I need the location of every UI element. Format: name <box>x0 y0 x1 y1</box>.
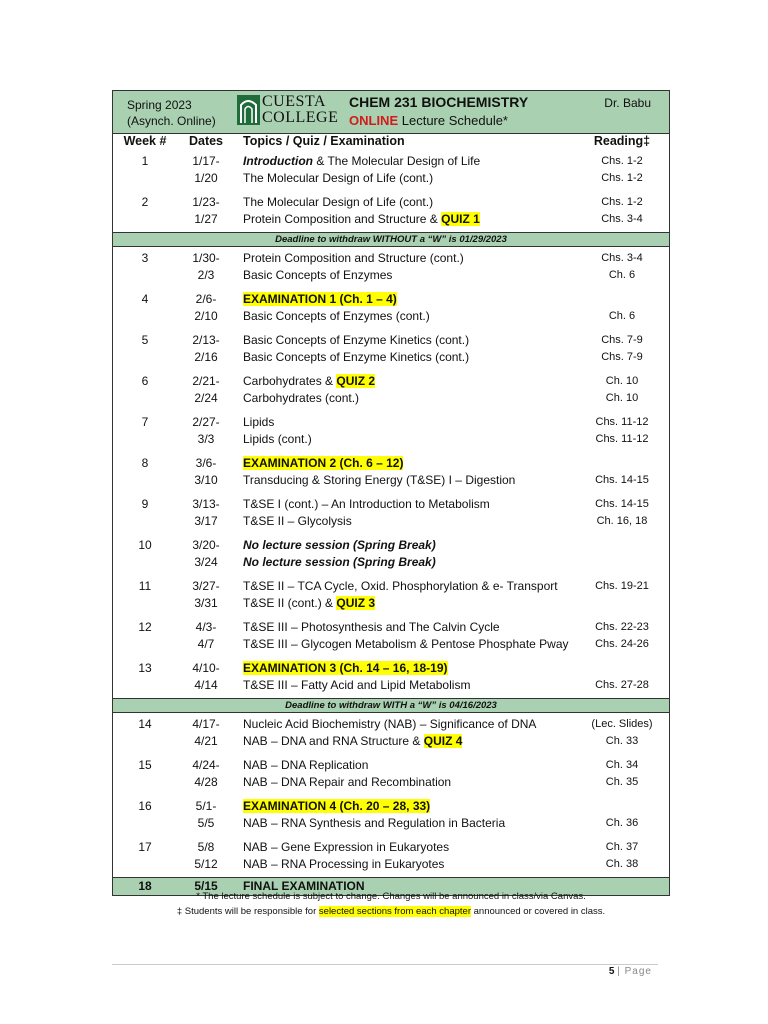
week-date: 3/20- <box>192 538 220 552</box>
topic-text: No lecture session (Spring Break) <box>243 538 436 552</box>
topic-text: Protein Composition and Structure (cont.) <box>243 251 464 265</box>
page-label: | Page <box>617 966 652 977</box>
week-reading: Ch. 38 <box>605 858 639 870</box>
week-row-line <box>113 578 669 595</box>
final-date: 5/15 <box>194 879 218 893</box>
week-number: 9 <box>141 497 149 511</box>
week-date: 2/6- <box>195 292 217 306</box>
col-dates: Dates <box>188 134 224 148</box>
topic-text: Lipids (cont.) <box>243 432 312 446</box>
week-topic <box>243 677 470 694</box>
online-label: ONLINE <box>349 113 399 128</box>
week-reading: Chs. 11-12 <box>595 416 649 428</box>
week-row-line <box>113 619 669 636</box>
week-number: 17 <box>138 840 152 854</box>
term-label <box>127 97 216 129</box>
term-name: Spring 2023 <box>127 98 192 112</box>
week-topic <box>243 349 469 366</box>
week-row <box>113 493 669 534</box>
week-row <box>113 191 669 232</box>
week-topic <box>243 856 444 873</box>
week-row-line <box>113 636 669 653</box>
week-topic <box>243 554 436 571</box>
week-date: 4/3- <box>195 620 217 634</box>
note-schedule-change: * The lecture schedule is subject to change. Changes will be announced in class/via Canvas. <box>196 891 586 902</box>
week-date: 2/16 <box>194 350 218 364</box>
rows-section-1 <box>113 150 669 232</box>
week-row-line <box>113 513 669 530</box>
week-topic <box>243 496 490 513</box>
week-topic <box>243 815 505 832</box>
topic-text: NAB – DNA and RNA Structure & <box>243 734 424 748</box>
week-topic <box>243 472 515 489</box>
week-row-line <box>113 291 669 308</box>
topic-highlight: QUIZ 1 <box>441 212 480 226</box>
week-date: 4/14 <box>194 678 218 692</box>
week-row-line <box>113 267 669 284</box>
page-number <box>609 966 652 977</box>
cuesta-college-logo <box>236 93 340 129</box>
week-reading: Ch. 36 <box>605 817 639 829</box>
week-topic <box>243 211 480 228</box>
week-topic <box>243 332 469 349</box>
schedule-label: Lecture Schedule* <box>401 113 508 128</box>
table-header <box>113 91 669 150</box>
topic-text: Basic Concepts of Enzymes <box>243 268 393 282</box>
week-row-line <box>113 595 669 612</box>
week-date: 3/13- <box>192 497 220 511</box>
week-row <box>113 836 669 877</box>
week-date: 3/10 <box>194 473 218 487</box>
footer-rule <box>112 964 658 965</box>
week-reading: Chs. 14-15 <box>595 498 649 510</box>
week-row-line <box>113 390 669 407</box>
week-row-line <box>113 455 669 472</box>
page-number-value: 5 <box>608 966 615 977</box>
week-reading: Ch. 6 <box>608 310 636 322</box>
topic-highlight: EXAMINATION 4 (Ch. 20 – 28, 33) <box>243 799 431 813</box>
final-week: 18 <box>138 879 152 893</box>
week-row-line <box>113 250 669 267</box>
week-date: 2/13- <box>192 333 220 347</box>
week-number: 7 <box>141 415 149 429</box>
week-number: 16 <box>138 799 152 813</box>
week-row <box>113 288 669 329</box>
week-topic <box>243 537 436 554</box>
topic-text: Lipids <box>243 415 275 429</box>
week-number: 3 <box>141 251 149 265</box>
week-reading: Chs. 1-2 <box>601 196 643 208</box>
topic-text: NAB – DNA Repair and Recombination <box>243 775 452 789</box>
week-topic <box>243 619 500 636</box>
week-row-line <box>113 537 669 554</box>
week-date: 1/17- <box>192 154 220 168</box>
week-row-line <box>113 798 669 815</box>
logo-text <box>262 94 338 126</box>
week-row-line <box>113 716 669 733</box>
week-date: 5/1- <box>195 799 217 813</box>
week-reading: Chs. 3-4 <box>601 252 643 264</box>
week-date: 3/6- <box>195 456 217 470</box>
week-row <box>113 150 669 191</box>
week-row-line <box>113 774 669 791</box>
week-number: 6 <box>141 374 149 388</box>
week-date: 3/24 <box>194 555 218 569</box>
week-topic <box>243 414 274 431</box>
week-date: 5/8 <box>197 840 215 854</box>
week-row-line <box>113 332 669 349</box>
week-reading: Ch. 6 <box>608 269 636 281</box>
topic-text: T&SE III – Fatty Acid and Lipid Metabolism <box>243 678 471 692</box>
topic-text: Transducing & Storing Energy (T&SE) I – Digestion <box>243 473 516 487</box>
week-topic <box>243 431 312 448</box>
week-topic <box>243 373 375 390</box>
week-date: 4/10- <box>192 661 220 675</box>
week-reading: Ch. 16, 18 <box>596 515 648 527</box>
note-reading-post: announced or covered in class. <box>471 906 606 917</box>
week-topic <box>243 798 430 815</box>
week-topic <box>243 194 433 211</box>
week-reading: Ch. 34 <box>605 759 639 771</box>
week-topic <box>243 595 375 612</box>
week-date: 2/10 <box>194 309 218 323</box>
footnotes <box>112 889 670 919</box>
col-topics: Topics / Quiz / Examination <box>243 134 405 148</box>
topic-highlight: EXAMINATION 2 (Ch. 6 – 12) <box>243 456 404 470</box>
week-reading: (Lec. Slides) <box>591 718 653 730</box>
logo-text-top: CUESTA <box>262 93 326 110</box>
withdraw-deadline-2: Deadline to withdraw WITH a “W” is 04/16/2023 <box>113 698 669 713</box>
topic-text: NAB – Gene Expression in Eukaryotes <box>243 840 450 854</box>
week-row-line <box>113 660 669 677</box>
week-reading: Ch. 10 <box>605 375 639 387</box>
week-number: 8 <box>141 456 149 470</box>
note-reading <box>112 904 670 919</box>
col-week: Week # <box>123 134 167 148</box>
week-row-line <box>113 856 669 873</box>
week-row <box>113 657 669 698</box>
topic-text: & The Molecular Design of Life <box>316 154 481 168</box>
week-topic <box>243 733 462 750</box>
week-row <box>113 616 669 657</box>
week-topic <box>243 660 448 677</box>
week-topic <box>243 636 569 653</box>
week-topic <box>243 839 449 856</box>
week-topic <box>243 291 397 308</box>
week-reading: Chs. 14-15 <box>595 474 649 486</box>
topic-text: Protein Composition and Structure & <box>243 212 442 226</box>
week-reading: Chs. 22-23 <box>595 621 649 633</box>
week-row <box>113 247 669 288</box>
week-reading: Chs. 1-2 <box>601 155 643 167</box>
schedule-subtitle <box>349 113 508 128</box>
week-number: 2 <box>141 195 149 209</box>
topic-text: T&SE II – Glycolysis <box>243 514 352 528</box>
week-row-line <box>113 153 669 170</box>
week-date: 1/23- <box>192 195 220 209</box>
week-date: 4/28 <box>194 775 218 789</box>
withdraw-deadline-1: Deadline to withdraw WITHOUT a “W” is 01/29/2023 <box>113 232 669 247</box>
week-topic <box>243 390 359 407</box>
week-reading: Chs. 7-9 <box>601 334 643 346</box>
week-topic <box>243 578 558 595</box>
week-topic <box>243 250 464 267</box>
week-row-line <box>113 757 669 774</box>
week-reading: Ch. 10 <box>605 392 639 404</box>
topic-text: T&SE I (cont.) – An Introduction to Metabolism <box>243 497 490 511</box>
topic-text: T&SE II (cont.) & <box>243 596 337 610</box>
week-row-line <box>113 554 669 571</box>
week-reading: Ch. 37 <box>605 841 639 853</box>
col-reading: Reading‡ <box>593 134 651 148</box>
week-reading: Chs. 11-12 <box>595 433 649 445</box>
week-row-line <box>113 211 669 228</box>
week-date: 3/3 <box>197 432 215 446</box>
week-reading: Ch. 35 <box>605 776 639 788</box>
week-row <box>113 411 669 452</box>
week-date: 1/30- <box>192 251 220 265</box>
topic-highlight: EXAMINATION 3 (Ch. 14 – 16, 18-19) <box>243 661 448 675</box>
week-date: 5/12 <box>194 857 218 871</box>
week-row-line <box>113 349 669 366</box>
topic-text: NAB – DNA Replication <box>243 758 369 772</box>
week-row <box>113 575 669 616</box>
week-date: 3/31 <box>194 596 218 610</box>
topic-highlight: QUIZ 4 <box>423 734 463 748</box>
week-topic <box>243 774 451 791</box>
week-topic <box>243 170 433 187</box>
topic-text: Basic Concepts of Enzyme Kinetics (cont.) <box>243 350 470 364</box>
topic-highlight: EXAMINATION 1 (Ch. 1 – 4) <box>243 292 397 306</box>
week-topic <box>243 513 352 530</box>
week-topic <box>243 716 536 733</box>
week-date: 2/24 <box>194 391 218 405</box>
week-date: 5/5 <box>197 816 215 830</box>
rows-section-2 <box>113 247 669 698</box>
week-date: 3/17 <box>194 514 218 528</box>
week-topic <box>243 153 480 170</box>
topic-text: Nucleic Acid Biochemistry (NAB) – Significance of DNA <box>243 717 537 731</box>
final-topic: FINAL EXAMINATION <box>243 879 365 893</box>
week-row-line <box>113 373 669 390</box>
week-row-line <box>113 496 669 513</box>
week-row-line <box>113 308 669 325</box>
week-date: 2/21- <box>192 374 220 388</box>
week-number: 11 <box>138 579 152 593</box>
week-row-line <box>113 839 669 856</box>
topic-text: T&SE III – Glycogen Metabolism & Pentose Phosphate Pway <box>243 637 569 651</box>
week-number: 12 <box>138 620 152 634</box>
week-row <box>113 713 669 754</box>
week-topic <box>243 267 392 284</box>
week-row <box>113 534 669 575</box>
week-date: 4/7 <box>197 637 215 651</box>
column-headers <box>113 133 669 150</box>
topic-text: Basic Concepts of Enzymes (cont.) <box>243 309 430 323</box>
topic-text: T&SE II – TCA Cycle, Oxid. Phosphorylation & e- Transport <box>243 579 558 593</box>
week-reading: Chs. 24-26 <box>595 638 649 650</box>
week-row-line <box>113 414 669 431</box>
week-number: 4 <box>141 292 149 306</box>
week-row <box>113 452 669 493</box>
topic-text: Carbohydrates (cont.) <box>243 391 360 405</box>
topic-text: NAB – RNA Processing in Eukaryotes <box>243 857 445 871</box>
week-date: 4/24- <box>192 758 220 772</box>
topic-highlight: QUIZ 3 <box>336 596 376 610</box>
week-date: 3/27- <box>192 579 220 593</box>
week-row-line <box>113 815 669 832</box>
topic-text: The Molecular Design of Life (cont.) <box>243 195 434 209</box>
instructor-name: Dr. Babu <box>604 96 651 110</box>
week-row <box>113 754 669 795</box>
schedule-table <box>112 90 670 896</box>
week-reading: Chs. 27-28 <box>595 679 649 691</box>
topic-highlight: QUIZ 2 <box>336 374 376 388</box>
week-row-line <box>113 194 669 211</box>
note-reading-pre: ‡ Students will be responsible for <box>176 906 319 917</box>
topic-text: The Molecular Design of Life (cont.) <box>243 171 434 185</box>
term-mode: (Asynch. Online) <box>127 114 216 128</box>
week-row-line <box>113 733 669 750</box>
week-date: 2/27- <box>192 415 220 429</box>
week-row-line <box>113 677 669 694</box>
rows-section-3 <box>113 713 669 877</box>
week-reading: Ch. 33 <box>605 735 639 747</box>
week-date: 1/27 <box>194 212 218 226</box>
course-title: CHEM 231 BIOCHEMISTRY <box>349 94 529 110</box>
week-date: 4/17- <box>192 717 220 731</box>
week-reading: Chs. 7-9 <box>601 351 643 363</box>
week-date: 1/20 <box>194 171 218 185</box>
week-date: 2/3 <box>197 268 215 282</box>
week-number: 1 <box>141 154 149 168</box>
week-row-line <box>113 170 669 187</box>
topic-text: NAB – RNA Synthesis and Regulation in Bacteria <box>243 816 506 830</box>
week-row <box>113 370 669 411</box>
topic-text: Basic Concepts of Enzyme Kinetics (cont.) <box>243 333 470 347</box>
week-number: 10 <box>138 538 152 552</box>
topic-text: Carbohydrates & <box>243 374 337 388</box>
week-number: 15 <box>138 758 152 772</box>
topic-text: No lecture session (Spring Break) <box>243 555 436 569</box>
week-topic <box>243 308 430 325</box>
topic-text: Introduction <box>243 154 313 168</box>
topic-text: T&SE III – Photosynthesis and The Calvin Cycle <box>243 620 500 634</box>
note-reading-highlight: selected sections from each chapter <box>318 906 471 917</box>
week-number: 14 <box>138 717 152 731</box>
week-row-line <box>113 472 669 489</box>
week-row-line <box>113 431 669 448</box>
week-row <box>113 329 669 370</box>
logo-mark-icon <box>236 93 262 127</box>
week-topic <box>243 757 368 774</box>
week-number: 13 <box>138 661 152 675</box>
week-reading: Chs. 1-2 <box>601 172 643 184</box>
week-number: 5 <box>141 333 149 347</box>
logo-text-bottom: COLLEGE <box>262 109 339 126</box>
week-reading: Chs. 19-21 <box>595 580 649 592</box>
week-date: 4/21 <box>194 734 218 748</box>
week-topic <box>243 455 403 472</box>
week-row <box>113 795 669 836</box>
week-reading: Chs. 3-4 <box>601 213 643 225</box>
